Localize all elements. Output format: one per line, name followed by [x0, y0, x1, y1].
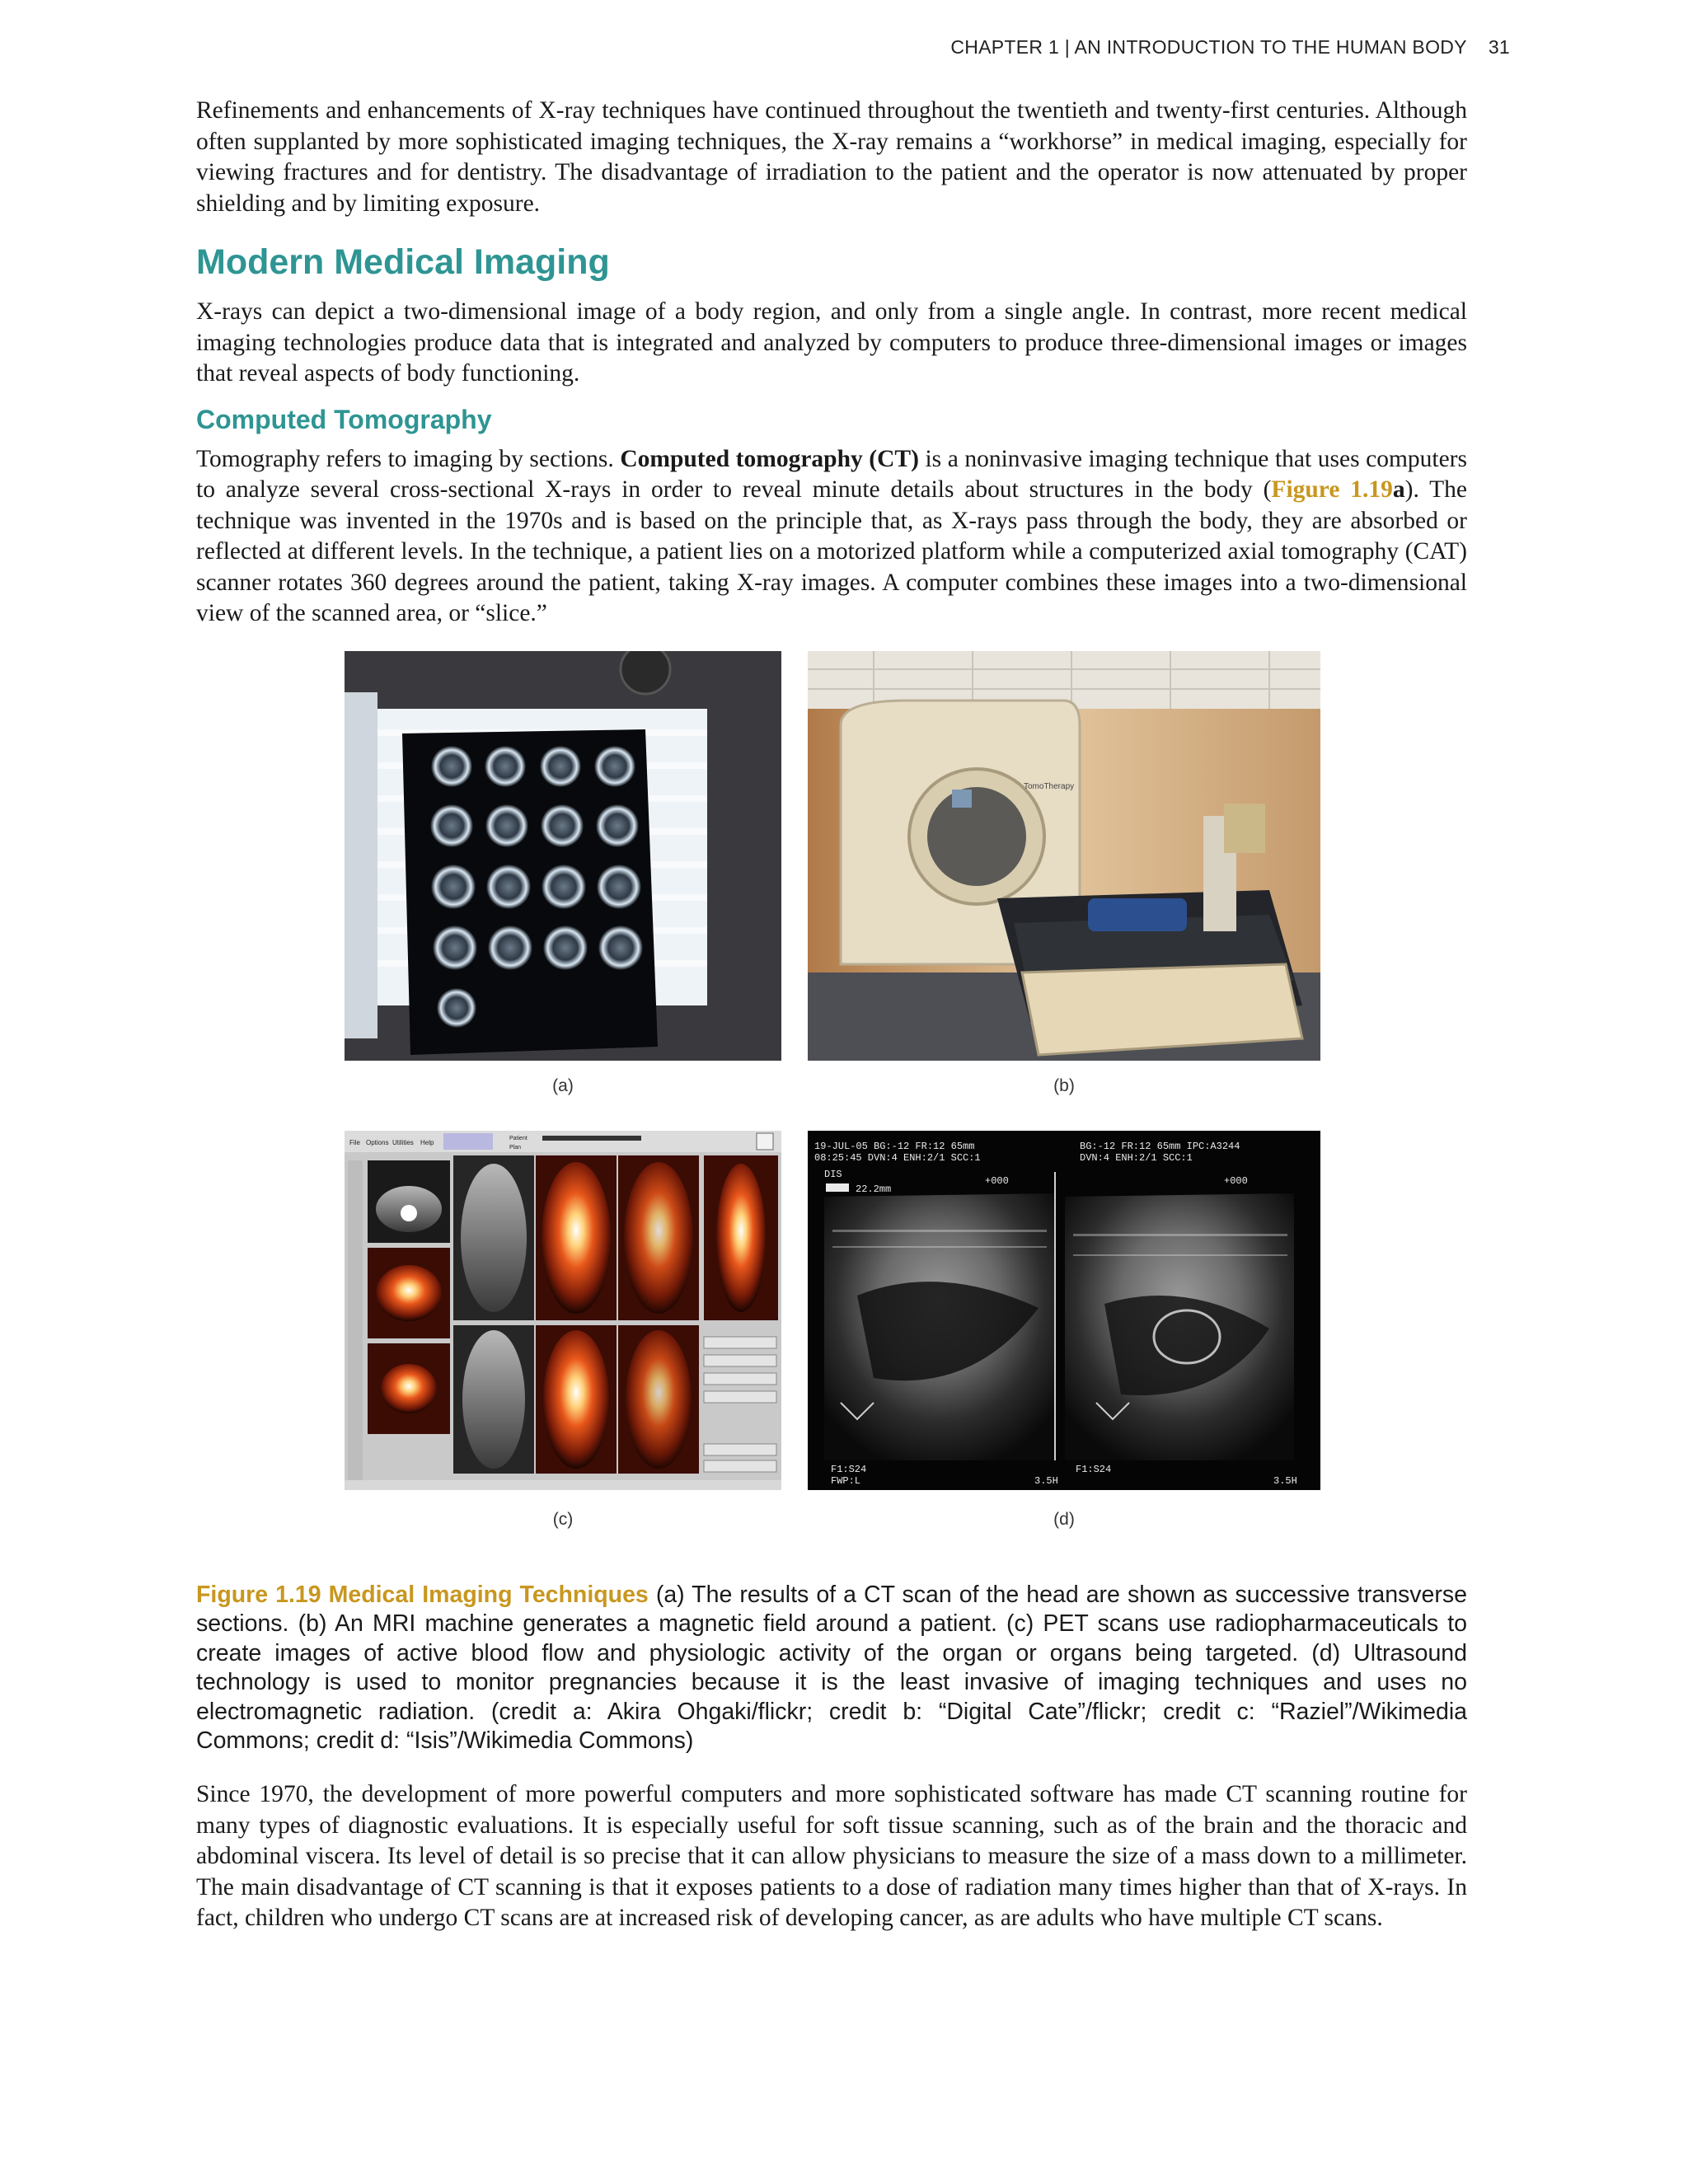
us-footer-mid-2: F1:S24	[1076, 1463, 1112, 1475]
ct-text-end: ). The technique was invented in the 1970s and is based on the principle that, as X-rays pass through the body, they are absorbed or reflected at different levels. In the technique, a patient lies on a motorized platform while a computerized axial tomography (CAT) scanner rotates 360 degrees around the patient, taking X-ray images. A computer combines these images into a two-dimensional view of the scanned area, or “slice.”	[196, 476, 1468, 626]
panel-b-mri-machine-image	[808, 651, 1320, 1061]
us-marker-right: +000	[1224, 1174, 1248, 1187]
pet-menu-options: Options	[366, 1138, 389, 1146]
figure-caption-text: (a) The results of a CT scan of the head are shown as successive transverse sections. (b) An MRI machine generates a magnetic field around a patient. (c) PET scans use radiopharmaceuticals to create images of active blood flow and physiologic activity of the organ or organs being targeted. (d) Ultrasound technology is used to monitor pregnancies because it is the least invasive of imaging techniques and uses no electromagnetic radiation. (credit a: Akira Ohgaki/flickr; credit b: “Digital Cate”/flickr; credit c: “Raziel”/Wikimedia Commons; credit d: “Isis”/Wikimedia Commons)	[196, 1581, 1467, 1754]
us-footer-mid: 3.5H	[1034, 1474, 1058, 1487]
tomotherapy-logo: TomoTherapy	[1024, 781, 1075, 791]
sublabel-b: (b)	[1053, 1076, 1075, 1095]
pet-menu-utilities: Utilities	[392, 1138, 414, 1146]
us-footer-left-2: FWP:L	[831, 1474, 861, 1487]
ct-term: Computed tomography (CT)	[620, 445, 919, 472]
closing-paragraph: Since 1970, the development of more powerful computers and more sophisticated software has made CT scanning routine for many types of diagnostic evaluations. It is especially useful for soft tissue scanning, such as of the brain and the thoracic and abdominal viscera. Its level of detail is so precise that it can allow physicians to measure the size of a mass down to a millimeter. The main disadvantage of CT scanning is that it exposes patients to a dose of radiation many times higher than that of X-rays. In fact, children who undergo CT scans are at increased risk of developing cancer, as are adults who have multiple CT scans.	[196, 1781, 1467, 1931]
mri-machine-illustration	[808, 651, 1320, 1061]
pet-scan-illustration	[345, 1131, 781, 1490]
ct-text-start: Tomography refers to imaging by sections.	[196, 445, 621, 472]
us-header-right-1: BG:-12 FR:12 65mm IPC:A3244	[1080, 1140, 1240, 1152]
figure-caption-label: Figure 1.19 Medical Imaging Techniques	[196, 1581, 649, 1608]
subsection-title: Computed Tomography	[196, 404, 492, 434]
sublabel-a: (a)	[552, 1076, 574, 1095]
us-marker-left: +000	[985, 1174, 1009, 1187]
ultrasound-illustration	[808, 1131, 1320, 1490]
page-number: 31	[1488, 36, 1510, 58]
ct-text-mid: is a noninvasive imaging technique that uses computers to analyze several cross-sectional X-rays in order to reveal minute details about structures in the body (	[196, 445, 1467, 503]
panel-d-ultrasound-image	[808, 1131, 1320, 1490]
figure-xref-suffix: a	[1392, 476, 1405, 503]
sublabel-c: (c)	[552, 1509, 574, 1529]
pet-menu-help: Help	[420, 1138, 434, 1146]
us-header-left-2: 08:25:45 DVN:4 ENH:2/1 SCC:1	[814, 1151, 981, 1164]
us-header-left-1: 19-JUL-05 BG:-12 FR:12 65mm	[814, 1140, 975, 1152]
page-content	[196, 96, 1467, 1934]
ct-paragraph	[196, 444, 1467, 630]
us-header-right-2: DVN:4 ENH:2/1 SCC:1	[1080, 1151, 1193, 1164]
panel-c-pet-scan-image	[345, 1131, 781, 1490]
figure-1-19	[196, 651, 1467, 1563]
figure-caption	[196, 1581, 1467, 1756]
pet-menu-plan: Plan	[509, 1144, 522, 1151]
running-head	[950, 36, 1510, 59]
us-footer-right: 3.5H	[1273, 1474, 1297, 1487]
running-head-chapter: CHAPTER 1 | AN INTRODUCTION TO THE HUMAN BODY	[950, 36, 1467, 58]
panel-a-ct-scan-image	[345, 651, 781, 1061]
us-footer-left-1: F1:S24	[831, 1463, 867, 1475]
pet-menu-file: File	[349, 1138, 360, 1146]
figure-1-19-link[interactable]: Figure 1.19	[1271, 476, 1393, 503]
ct-scan-illustration	[345, 651, 781, 1061]
us-distance: 22.2mm	[856, 1183, 892, 1195]
section-title: Modern Medical Imaging	[196, 242, 610, 282]
intro-paragraph: Refinements and enhancements of X-ray techniques have continued throughout the twentieth and twenty-first centuries. Although often supplanted by more sophisticated imaging techniques, the X-ray remains a “workhorse” in medical imaging, especially for viewing fractures and for dentistry. The disadvantage of irradiation to the patient and the operator is now attenuated by proper shielding and by limiting exposure.	[196, 97, 1467, 217]
sublabel-d: (d)	[1053, 1509, 1075, 1529]
pet-menu-patient: Patient	[509, 1135, 528, 1141]
us-dis-label: DIS	[824, 1168, 842, 1180]
section-paragraph: X-rays can depict a two-dimensional image of a body region, and only from a single angle. In contrast, more recent medical imaging technologies produce data that is integrated and analyzed by computers to produce three-dimensional images or images that reveal aspects of body functioning.	[196, 298, 1467, 387]
